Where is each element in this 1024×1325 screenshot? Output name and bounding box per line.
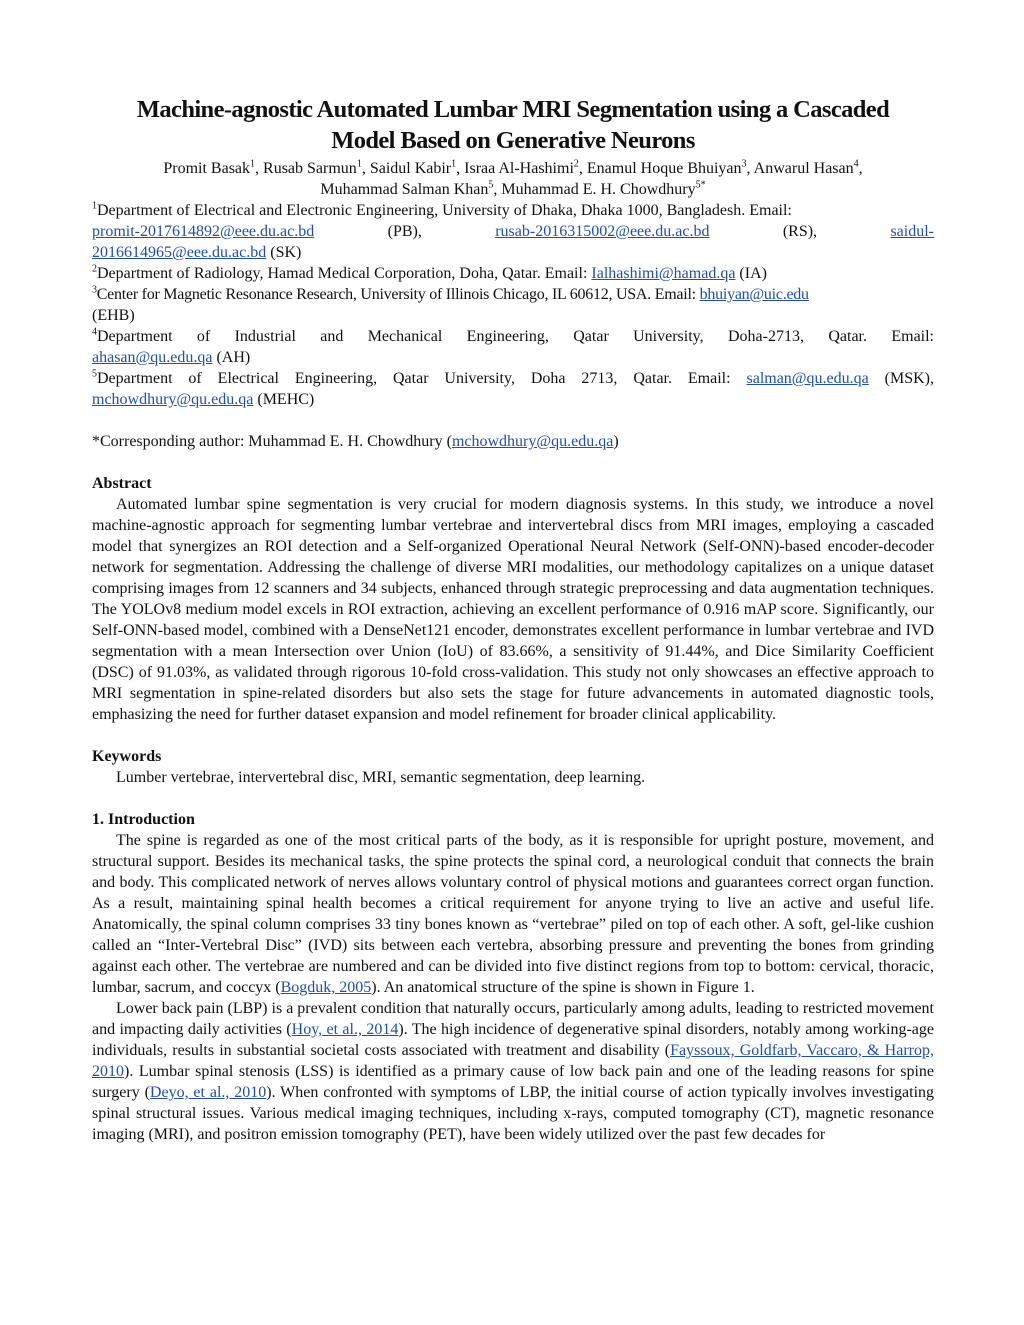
author-name: Rusab Sarmun: [263, 160, 357, 177]
author-name: Israa Al-Hashimi: [464, 160, 574, 177]
title-line-1: Machine-agnostic Automated Lumbar MRI Segmentation using a Cascaded: [136, 96, 890, 123]
author-tag: (EHB): [92, 307, 135, 324]
citation-link[interactable]: Fayssoux, Goldfarb, Vaccaro, & Harrop, 2010: [92, 1042, 934, 1080]
email-link[interactable]: bhuiyan@uic.edu: [699, 286, 809, 303]
author-affil-sup: 1: [250, 158, 256, 170]
affiliation-3: [92, 284, 934, 326]
affil-sup: 2: [92, 263, 97, 275]
intro-text: The spine is regarded as one of the most critical parts of the body, as it is responsible for upright posture, movement, and structural support. Besides its mechanical tasks, the spine protects the spinal cord, a neurological conduit that connects the brain and body. This complicated network of nerves allows voluntary control of physical motions and guarantees correct organ function. As a result, maintaining spinal health becomes a critical requirement for anyone trying to live an active and useful life. Anatomically, the spinal column comprises 33 tiny bones known as “vertebrae” piled on top of each other. A soft, gel-like cushion called an “Inter-Vertebral Disc” (IVD) sits between each vertebra, absorbing pressure and preventing the bones from grinding against each other. The vertebrae are numbered and can be divided into five distinct regions from top to bottom: cervical, thoracic, lumbar, sacrum, and coccyx (: [92, 832, 934, 996]
intro-text: ). The high incidence of degenerative spinal disorders, notably among working-age individuals, results in substantial societal costs associated with treatment and disability (: [92, 1021, 935, 1059]
author-name: Anwarul Hasan: [753, 160, 854, 177]
email-link[interactable]: Ialhashimi@hamad.qa: [591, 265, 736, 282]
author-name: Muhammad Salman Khan: [320, 181, 489, 198]
affiliation-5: [92, 368, 934, 410]
author-tag: (IA): [739, 265, 767, 282]
citation-link[interactable]: Bogduk, 2005: [280, 979, 372, 996]
affiliation-1: [92, 200, 934, 263]
affil-sup: 5: [92, 368, 97, 380]
introduction-heading: 1. Introduction: [92, 811, 195, 828]
intro-paragraph-2: [92, 998, 934, 1145]
email-link[interactable]: mchowdhury@qu.edu.qa: [92, 391, 254, 408]
title-line-2: Model Based on Generative Neurons: [331, 127, 695, 154]
email-link[interactable]: mchowdhury@qu.edu.qa: [451, 433, 614, 450]
corresponding-suffix: ): [613, 433, 619, 450]
author-list: [92, 158, 934, 200]
affil-text: Department of Electrical and Electronic Engineering, University of Dhaka, Dhaka 1000, Bangladesh. Email:: [97, 202, 792, 219]
email-link[interactable]: 2016614965@eee.du.ac.bd: [92, 244, 267, 261]
citation-link[interactable]: Hoy, et al., 2014: [291, 1021, 399, 1038]
author-tag: (RS),: [782, 223, 818, 240]
affil-text: Department of Radiology, Hamad Medical Corporation, Doha, Qatar. Email:: [97, 265, 588, 282]
author-affil-sup: 2: [573, 158, 579, 170]
corresponding-author: [92, 431, 934, 452]
intro-text: ). An anatomical structure of the spine is shown in Figure 1.: [371, 979, 755, 996]
paper-title: [92, 94, 934, 156]
author-affil-sup: 1: [451, 158, 457, 170]
author-name: Enamul Hoque Bhuiyan: [586, 160, 742, 177]
paper-page: [92, 94, 934, 1145]
affil-text: Department of Industrial and Mechanical Engineering, Qatar University, Doha-2713, Qatar. Email:: [97, 328, 934, 345]
author-affil-sup: 1: [356, 158, 362, 170]
keywords-heading: Keywords: [92, 748, 162, 765]
affil-text: Center for Magnetic Resonance Research, University of Illinois Chicago, IL 60612, USA. Email:: [96, 286, 696, 303]
author-affil-sup: 5*: [695, 179, 706, 191]
email-link[interactable]: promit-2017614892@eee.du.ac.bd: [92, 223, 315, 240]
author-name: Muhammad E. H. Chowdhury: [501, 181, 696, 198]
email-link[interactable]: saidul-: [890, 223, 934, 240]
author-name: Promit Basak: [163, 160, 251, 177]
corresponding-prefix: *Corresponding author: Muhammad E. H. Chowdhury (: [92, 433, 452, 450]
author-tag: (AH): [216, 349, 251, 366]
affiliation-2: [92, 263, 934, 284]
intro-paragraph-1: [92, 830, 934, 998]
author-tag: (PB),: [387, 223, 422, 240]
abstract-heading: Abstract: [92, 475, 152, 492]
author-tag: (MEHC): [257, 391, 315, 408]
author-tag: (MSK),: [884, 370, 935, 387]
author-affil-sup: 5: [488, 179, 494, 191]
author-affil-sup: 4: [853, 158, 859, 170]
email-link[interactable]: salman@qu.edu.qa: [746, 370, 869, 387]
intro-text: ). When confronted with symptoms of LBP, the initial course of action typically involves investigating spinal structural issues. Various medical imaging techniques, including x-rays, computed tomography (CT), magnetic resonance imaging (MRI), and positron emission tomography (PET), have been widely utilized over the past few decades for: [92, 1084, 935, 1143]
affil-text: Department of Electrical Engineering, Qatar University, Doha 2713, Qatar. Email:: [97, 370, 731, 387]
author-line-1: Promit Basak$^1$, Rusab Sarmun$^1$, Saidul Kabir$^1$, Israa Al-Hashimi$^2$, Enamul Hoque Bhuiyan$^3$, Anwarul Hasan$^4$,: [163, 158, 863, 177]
author-tag: (SK): [270, 244, 302, 261]
email-link[interactable]: ahasan@qu.edu.qa: [92, 349, 213, 366]
affil-sup: 1: [92, 200, 97, 212]
email-link[interactable]: rusab-2016315002@eee.du.ac.bd: [495, 223, 710, 240]
affil-sup: 4: [92, 326, 97, 338]
abstract-text: Automated lumbar spine segmentation is very crucial for modern diagnosis systems. In this study, we introduce a novel machine-agnostic approach for segmenting lumbar vertebrae and intervertebral discs from MRI images, employing a cascaded model that synergizes an ROI detection and a Self-organized Operational Neural Network (Self-ONN)-based encoder-decoder network for segmentation. Addressing the challenge of diverse MRI modalities, our methodology capitalizes on a unique dataset comprising images from 12 scanners and 34 subjects, enhanced through strategic preprocessing and data augmentation techniques. The YOLOv8 medium model excels in ROI extraction, achieving an excellent performance of 0.916 mAP score. Significantly, our Self-ONN-based model, combined with a DenseNet121 encoder, demonstrates excellent performance in lumbar vertebrae and IVD segmentation with a mean Intersection over Union (IoU) of 83.66%, a sensitivity of 91.44%, and Dice Similarity Coefficient (DSC) of 91.03%, as validated through rigorous 10-fold cross-validation. This study not only showcases an effective approach to MRI segmentation in spine-related disorders but also sets the stage for future advancements in automated diagnostic tools, emphasizing the need for further dataset expansion and model refinement for broader clinical applicability.: [92, 496, 934, 723]
author-line-2: Muhammad Salman Khan$^5$, Muhammad E. H. Chowdhury$^{5*}$: [320, 179, 706, 198]
affil-1-email-row: [92, 221, 934, 242]
affil-sup: 3: [92, 284, 97, 296]
author-affil-sup: 3: [741, 158, 747, 170]
intro-text: Lower back pain (LBP) is a prevalent condition that naturally occurs, particularly among adults, leading to restricted movement and impacting daily activities (: [92, 1000, 934, 1038]
keywords-text: Lumber vertebrae, intervertebral disc, MRI, semantic segmentation, deep learning.: [116, 769, 646, 786]
citation-link[interactable]: Deyo, et al., 2010: [149, 1084, 267, 1101]
intro-text: ). Lumbar spinal stenosis (LSS) is identified as a primary cause of low back pain and one of the leading reasons for spine surgery (: [92, 1063, 934, 1101]
author-name: Saidul Kabir: [369, 160, 452, 177]
affiliation-4: [92, 326, 934, 368]
